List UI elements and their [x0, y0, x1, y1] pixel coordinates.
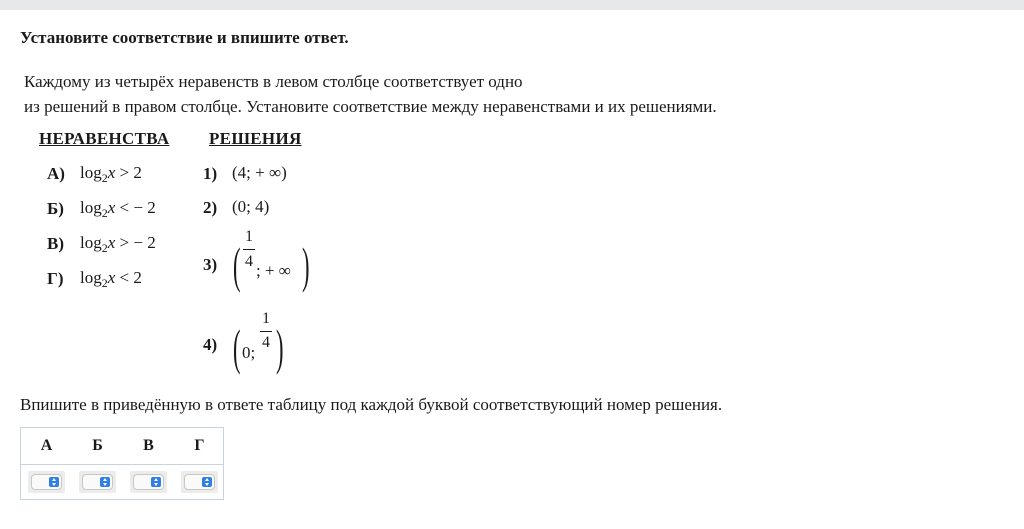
answer-select-a[interactable]: [28, 471, 65, 493]
intro-line-1: Каждому из четырёх неравенств в левом столбце соответствует одно: [24, 72, 523, 91]
answer-select-b[interactable]: [79, 471, 116, 493]
fraction-denominator: 4: [245, 253, 253, 270]
inequality-letter: Г): [47, 269, 64, 288]
chevron-up-down-icon: [49, 477, 59, 487]
select-box[interactable]: [82, 474, 113, 490]
task-heading: Установите соответствие и впишите ответ.: [20, 28, 349, 47]
fraction-numerator: 1: [262, 310, 270, 327]
solution-interval: (4; + ∞): [232, 163, 287, 182]
inequalities-column-header: НЕРАВЕНСТВА: [39, 129, 170, 148]
left-parenthesis: (: [233, 237, 241, 293]
answer-select-v[interactable]: [130, 471, 167, 493]
inequality-expression: $\log_2x$ > − 2: [80, 233, 156, 255]
solution-tail: ; + ∞: [256, 261, 291, 280]
inequality-expression: $\log_2x < 2$: [80, 268, 142, 290]
solution-number: 4): [203, 335, 218, 354]
fraction-bar: [243, 249, 255, 250]
answer-instruction: Впишите в приведённую в ответе таблицу под каждой буквой соответствующий номер решения.: [20, 395, 723, 414]
answer-header-b: Б: [92, 437, 103, 454]
fraction-bar: [260, 331, 272, 332]
answer-select-g[interactable]: [181, 471, 218, 493]
answer-header-v: В: [143, 437, 154, 454]
solution-interval: (0; 4): [232, 197, 270, 216]
task-intro: [24, 69, 717, 119]
answer-header-g: Г: [194, 437, 205, 454]
select-box[interactable]: [184, 474, 215, 490]
inequality-letter: Б): [47, 199, 64, 218]
answer-table-header: [21, 428, 223, 465]
inequality-letter: В): [47, 234, 64, 253]
inequality-expression: $\log_2x$ < − 2: [80, 198, 156, 220]
right-parenthesis: ): [302, 237, 310, 293]
left-parenthesis: (: [233, 319, 241, 375]
answer-table: [20, 427, 224, 500]
solutions-column-header: РЕШЕНИЯ: [209, 129, 302, 148]
intro-line-2: из решений в правом столбце. Установите соответствие между неравенствами и их решениями.: [24, 97, 717, 116]
fraction-numerator: 1: [245, 228, 253, 245]
solution-number: 2): [203, 198, 218, 217]
top-bar: [0, 0, 1024, 10]
select-box[interactable]: [31, 474, 62, 490]
right-parenthesis: ): [276, 319, 284, 375]
fraction-denominator: 4: [262, 334, 270, 351]
chevron-up-down-icon: [202, 477, 212, 487]
inequality-expression: $\log_2x > 2$: [80, 163, 142, 185]
chevron-up-down-icon: [100, 477, 110, 487]
solution-head: 0;: [242, 343, 256, 362]
chevron-up-down-icon: [151, 477, 161, 487]
answer-header-a: А: [40, 437, 53, 454]
inequality-letter: А): [47, 164, 65, 183]
solution-number: 1): [203, 164, 218, 183]
solution-number: 3): [203, 255, 218, 274]
select-box[interactable]: [133, 474, 164, 490]
